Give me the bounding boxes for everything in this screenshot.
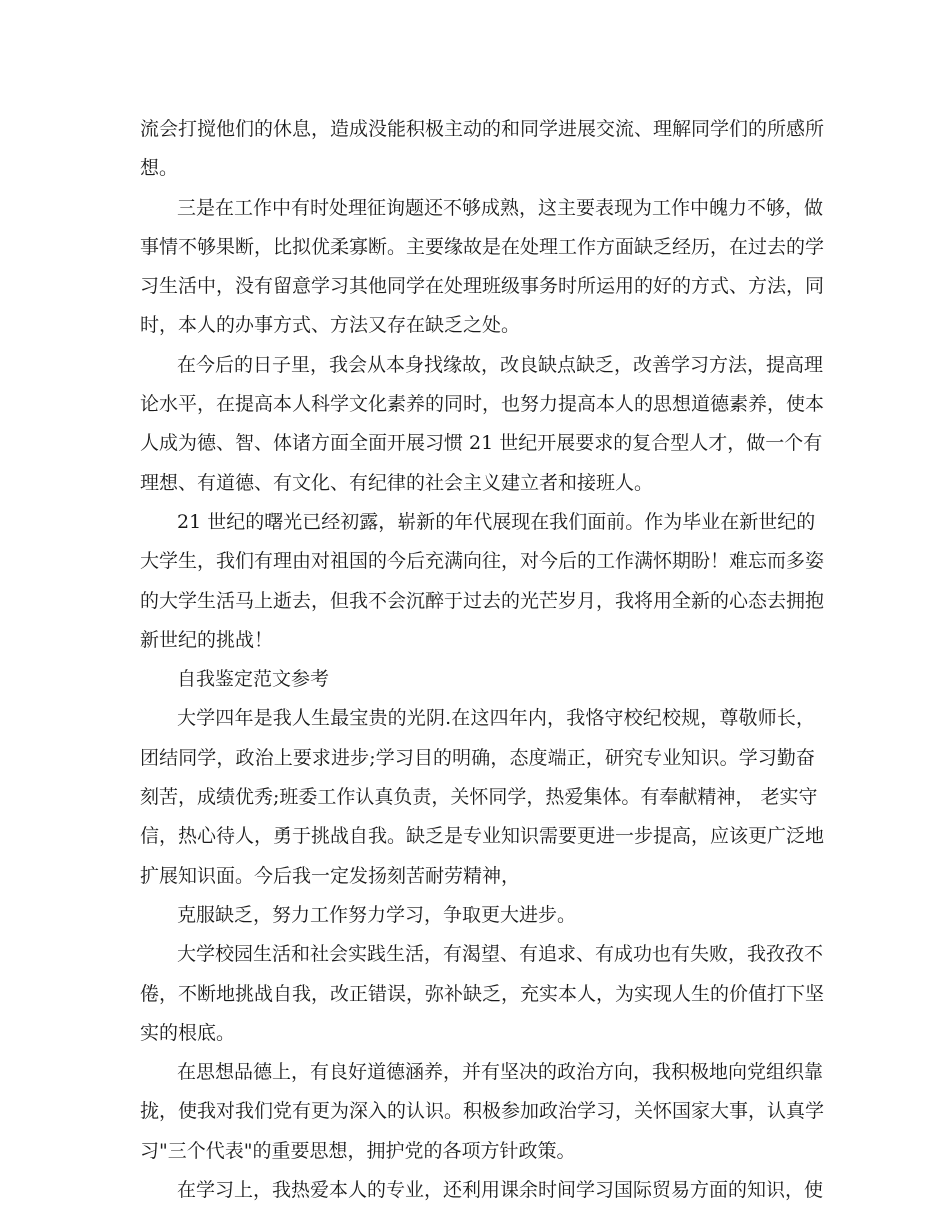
text-line: 人成为德、智、体诸方面全面开展习惯 21 世纪开展要求的复合型人才，做一个有 — [140, 432, 823, 455]
text-line: 的大学生活马上逝去，但我不会沉醉于过去的光芒岁月，我将用全新的心态去拥抱 — [140, 589, 825, 612]
text-line: 事情不够果断，比拟优柔寡断。主要缘故是在处理工作方面缺乏经历，在过去的学 — [140, 235, 825, 258]
text-line: 大学生，我们有理由对祖国的今后充满向往，对今后的工作满怀期盼！难忘而多姿 — [140, 550, 825, 573]
text-line: 习"三个代表"的重要思想，拥护党的各项方针政策。 — [140, 1139, 576, 1162]
text-line: 大学四年是我人生最宝贵的光阴.在这四年内，我恪守校纪校规，尊敬师长， — [177, 707, 815, 730]
text-line: 团结同学，政治上要求进步;学习目的明确，态度端正，研究专业知识。学习勤奋 — [140, 746, 815, 769]
text-line: 论水平，在提高本人科学文化素养的同时，也努力提高本人的思想道德素养，使本 — [140, 393, 825, 416]
text-line: 在思想品德上，有良好道德涵养，并有坚决的政治方向，我积极地向党组织靠 — [177, 1061, 824, 1084]
text-line: 新世纪的挑战！ — [140, 628, 274, 651]
document-body — [140, 110, 825, 1210]
text-line: 流会打搅他们的休息，造成没能积极主动的和同学进展交流、理解同学们的所感所 — [140, 118, 825, 140]
text-line: 扩展知识面。今后我一定发扬刻苦耐劳精神， — [140, 864, 521, 887]
text-line: 在今后的日子里，我会从本身找缘故，改良缺点缺乏，改善学习方法，提高理 — [177, 353, 824, 376]
text-line: 大学校园生活和社会实践生活，有渴望、有追求、有成功也有失败，我孜孜不 — [177, 943, 824, 966]
text-line: 信，热心待人，勇于挑战自我。缺乏是专业知识需要更进一步提高，应该更广泛地 — [140, 825, 825, 848]
text-line: 自我鉴定范文参考 — [177, 668, 330, 691]
text-line: 在学习上，我热爱本人的专业，还利用课余时间学习国际贸易方面的知识，使 — [177, 1179, 824, 1202]
text-line: 倦，不断地挑战自我，改正错误，弥补缺乏，充实本人，为实现人生的价值打下坚 — [140, 982, 825, 1005]
text-line: 拢，使我对我们党有更为深入的认识。积极参加政治学习，关怀国家大事，认真学 — [140, 1100, 825, 1123]
text-line: 时，本人的办事方式、方法又存在缺乏之处。 — [140, 314, 521, 337]
text-line: 习生活中，没有留意学习其他同学在处理班级事务时所运用的好的方式、方法，同 — [140, 275, 825, 298]
text-line: 克服缺乏，努力工作努力学习，争取更大进步。 — [177, 903, 577, 926]
text-line: 21 世纪的曙光已经初露，崭新的年代展现在我们面前。作为毕业在新世纪的 — [177, 510, 816, 533]
text-line: 理想、有道德、有文化、有纪律的社会主义建立者和接班人。 — [140, 471, 654, 494]
text-line: 刻苦，成绩优秀;班委工作认真负责，关怀同学，热爱集体。有奉献精神， 老实守 — [140, 786, 818, 809]
text-line: 三是在工作中有时处理征询题还不够成熟，这主要表现为工作中魄力不够，做 — [177, 196, 824, 219]
text-line: 想。 — [140, 157, 179, 180]
text-line: 实的根底。 — [140, 1021, 236, 1044]
